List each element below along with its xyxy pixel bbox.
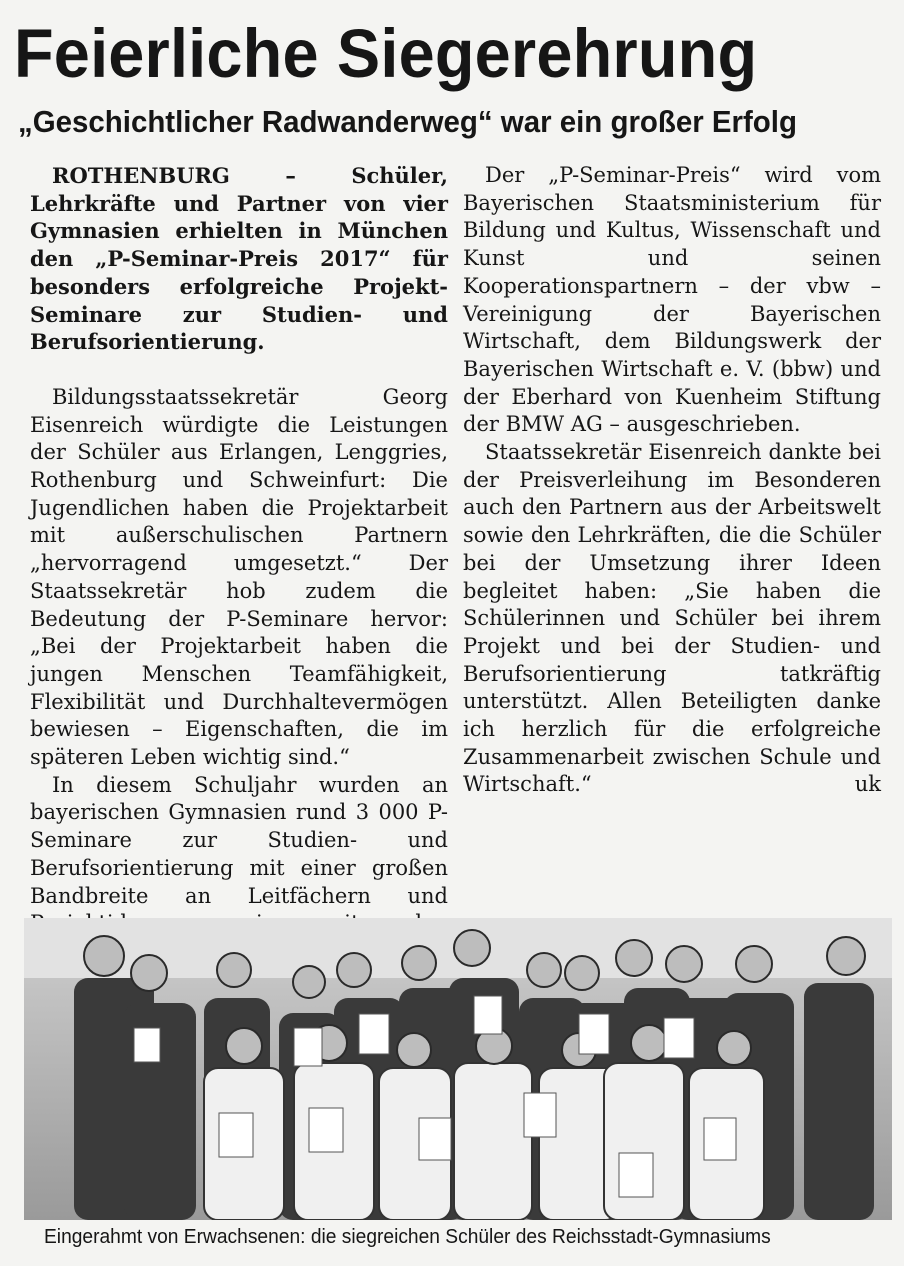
article-column-right (463, 162, 881, 799)
headline: Feierliche Siegerehrung (14, 15, 758, 92)
subheadline: „Geschichtlicher Radwanderweg“ war ein großer Erfolg (18, 104, 797, 139)
author-credit: uk (854, 772, 881, 797)
photo-caption: Eingerahmt von Erwachsenen: die siegreichen Schüler des Reichsstadt-Gymnasiums (44, 1226, 771, 1248)
group-photo (24, 918, 892, 1220)
body-paragraph-2: In diesem Schuljahr wurden an bayerischen Gymnasien rund 3 000 P-Seminare zur Studien- und Berufsorientierung mit einer großen Bandbreite an Leitfächern und (30, 772, 448, 908)
article-column-left (30, 162, 448, 993)
body-paragraph-4-text: Staatssekretär Eisenreich dankte bei der Preisverleihung im Besonderen auch den Partnern aus der Arbeitswelt sowie den Lehrkräften, die die Schüler bei der Umsetzung ihrer Ideen begleitet haben: „Sie haben die Schülerinnen und Schüler bei ihrem Projekt und bei der Studien- und Berufsorientierung tatkräftig unterstützt. Allen Beteiligten danke ich herzlich für die erfolgreiche Zusammenarbeit zwischen Schule und Wirtschaft.“ (463, 440, 881, 797)
body-paragraph-4 (463, 439, 881, 799)
group-photo-illustration (24, 918, 892, 1220)
body-paragraph-3: Der „P-Seminar-Preis“ wird vom Bayerischen Staatsministerium für Bildung und Kultus, Wissenschaft und Kunst und seinen Kooperationspartnern – der vbw – Vereinigung der Bayerischen Wirtschaft, dem Bildungswerk der Bayerischen Wirtschaft e. V. (bbw) und der Eberhard von Kuenheim Stiftung der BMW AG – ausgeschrieben. (463, 163, 881, 437)
lead-paragraph: ROTHENBURG – Schüler, Lehrkräfte und Partner von vier Gymnasien erhielten in München den „P-Seminar-Preis 2017“ für besonders erfolgreiche Projekt-Seminare zur Studien- und Berufsorientierung. (30, 163, 448, 355)
body-paragraph-1: Bildungsstaatssekretär Georg Eisenreich würdigte die Leistungen der Schüler aus Erlangen, Lenggries, Rothenburg und Schweinfurt: Die Jugendlichen haben die Projektarbeit mit außerschulischen Partnern „hervorragend umgesetzt.“ Der Staatssekretär hob zudem die Bedeutung der P-Seminare hervor: „Bei der Projektarbeit haben die jungen Menschen Teamfähigkeit, Flexibilität und Durchhaltevermögen bewiesen – Eigenschaften, die im späteren Leben wichtig sind.“ (30, 384, 448, 770)
